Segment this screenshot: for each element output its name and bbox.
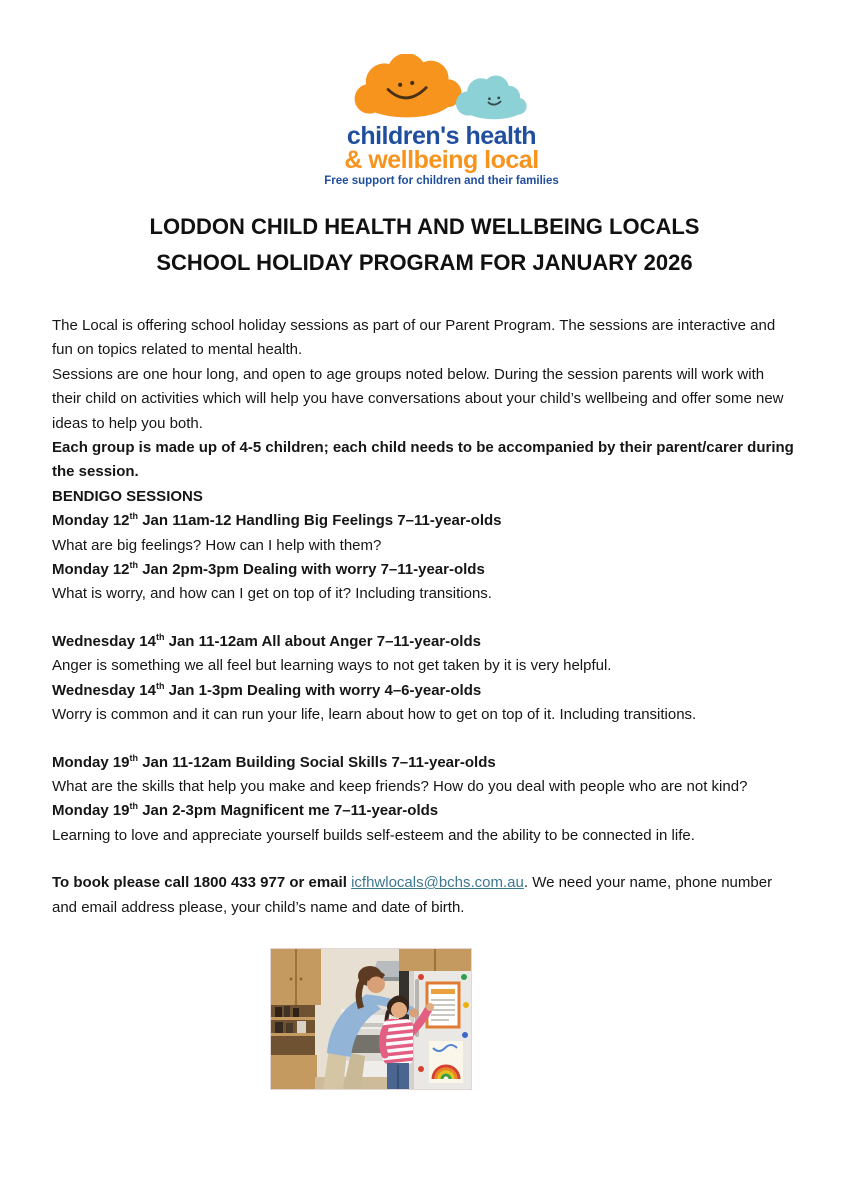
group-size-note: Each group is made up of 4-5 children; each child needs to be accompanied by their parent/carer during the session. [52, 439, 794, 481]
intro-line1: The Local is offering school holiday sessions as part of our Parent Program. The sessions are interactive and fun on topics related to mental health. [52, 317, 776, 359]
kitchen-photo [270, 948, 472, 1090]
bendigo-sessions-heading: BENDIGO SESSIONS [52, 487, 203, 505]
session-description: What are big feelings? How can I help with them? [52, 536, 382, 554]
session-group-monday-12 [52, 509, 797, 607]
booking-details-text: . We need your name, phone number and email address please, your child’s name and date of birth. [52, 874, 773, 916]
session-description: Learning to love and appreciate yourself builds self-esteem and the ability to be connected in life. [52, 826, 695, 844]
page-title-line1: LODDON CHILD HEALTH AND WELLBEING LOCALS [149, 214, 700, 239]
session-description: Worry is common and it can run your life, learn about how to get on top of it. Including transitions. [52, 706, 697, 724]
logo-text-line1: children's health [346, 122, 537, 150]
intro-line2: Sessions are one hour long, and open to age groups noted below. During the session parents will work with their child on activities which will help you have conversations about your child’s wellbeing and offer some new ideas to help you both. [52, 365, 784, 432]
smiling-clouds-logo-graphic [349, 54, 535, 124]
booking-call-text: To book please call 1800 433 977 or email [52, 874, 352, 892]
email-link[interactable]: icfhwlocals@bchs.com.au [351, 874, 524, 892]
session-group-wednesday-14 [52, 630, 797, 728]
intro-paragraph [52, 314, 797, 436]
session-title: Wednesday 14th Jan 11-12am All about Anger 7–11-year-olds [52, 631, 481, 650]
logo [302, 0, 582, 189]
session-title: Monday 12th Jan 11am-12 Handling Big Feelings 7–11-year-olds [52, 511, 502, 530]
page-title [0, 209, 849, 281]
logo-text-line2: & wellbeing local [344, 146, 539, 174]
logo-tagline: Free support for children and their families [324, 175, 559, 187]
session-description: Anger is something we all feel but learning ways to not get taken by it is very helpful. [52, 657, 612, 675]
session-description: What is worry, and how can I get on top of it? Including transitions. [52, 585, 492, 603]
session-title: Monday 19th Jan 2-3pm Magnificent me 7–11-year-olds [52, 801, 439, 820]
session-title: Monday 12th Jan 2pm-3pm Dealing with worry 7–11-year-olds [52, 560, 485, 579]
session-description: What are the skills that help you make and keep friends? How do you deal with people who are not kind? [52, 777, 748, 795]
flyer-body [0, 314, 849, 1090]
session-title: Monday 19th Jan 11-12am Building Social Skills 7–11-year-olds [52, 752, 496, 771]
session-title: Wednesday 14th Jan 1-3pm Dealing with worry 4–6-year-olds [52, 680, 482, 699]
booking-paragraph [52, 871, 797, 920]
session-group-monday-19 [52, 751, 797, 849]
page-title-line2: SCHOOL HOLIDAY PROGRAM FOR JANUARY 2026 [156, 250, 693, 275]
